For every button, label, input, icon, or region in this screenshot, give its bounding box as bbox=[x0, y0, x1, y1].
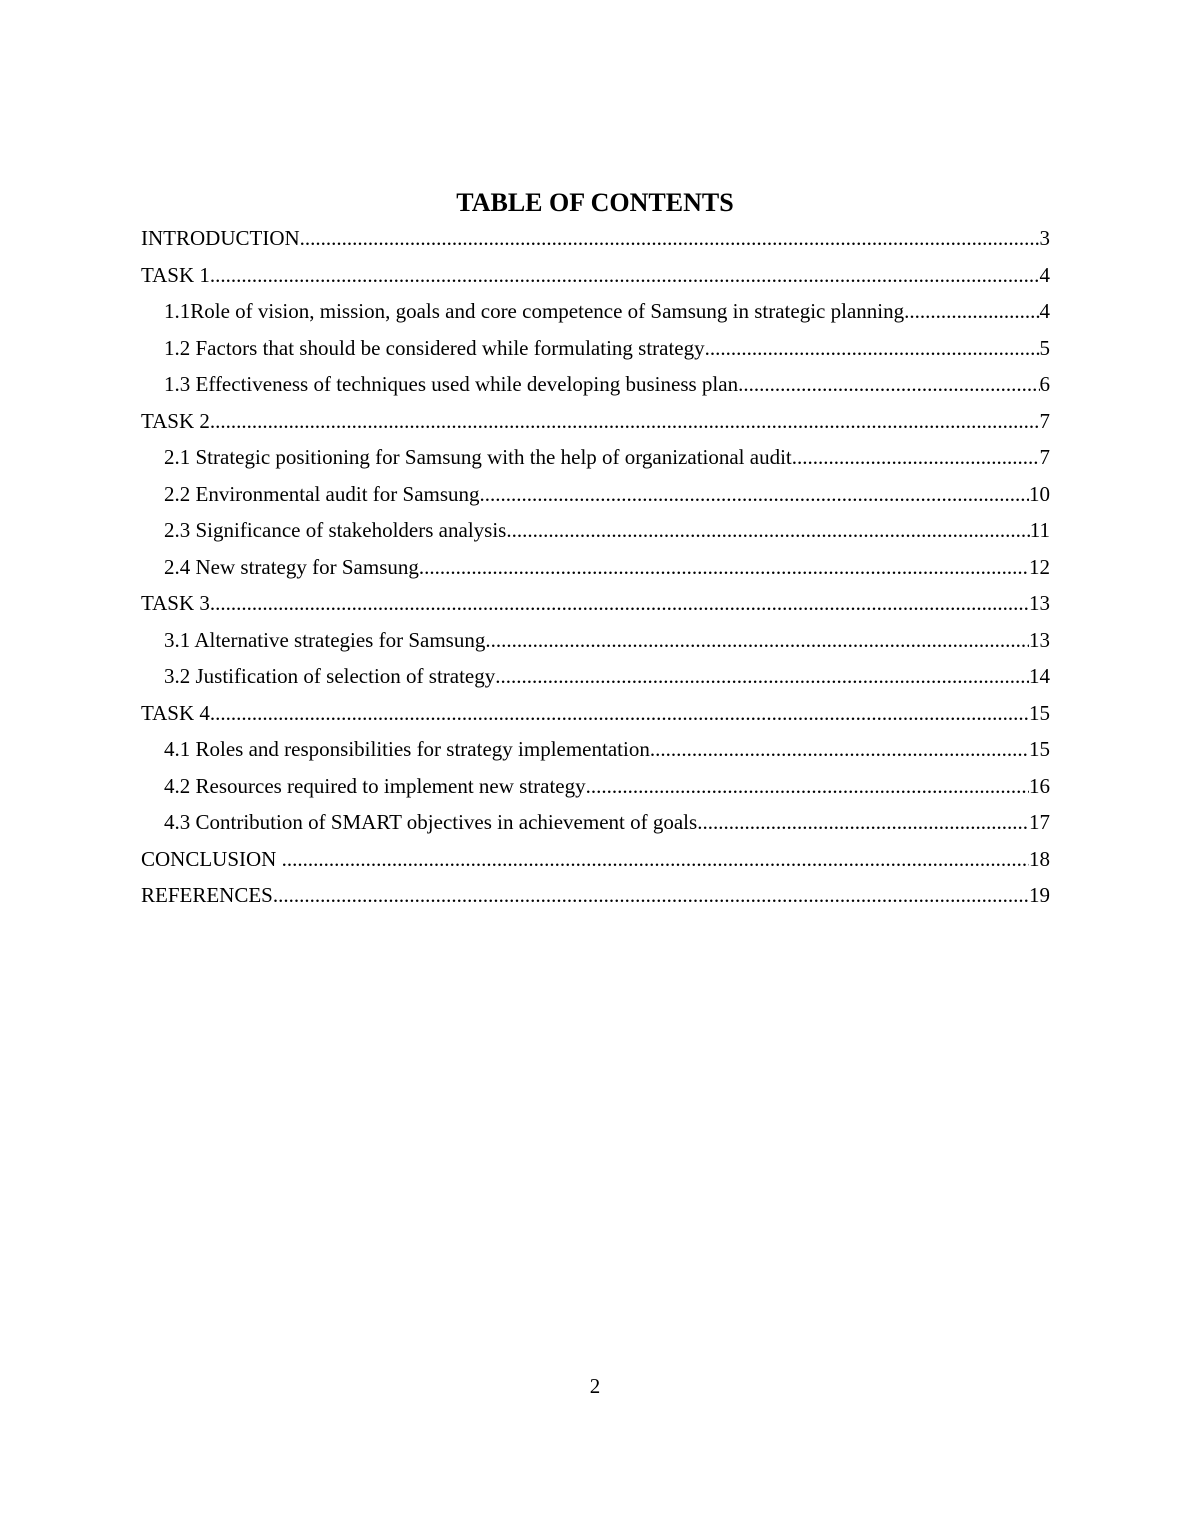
toc-entry[interactable] bbox=[141, 877, 1050, 914]
toc-leader-dots bbox=[705, 330, 1040, 367]
toc-entry[interactable] bbox=[141, 439, 1050, 476]
toc-entry[interactable] bbox=[141, 330, 1050, 367]
toc-leader-dots bbox=[697, 804, 1029, 841]
toc-entry-page: 13 bbox=[1029, 627, 1050, 652]
toc-entry-label: 3.2 Justification of selection of strategy bbox=[164, 664, 496, 688]
toc-entry-page: 7 bbox=[1039, 445, 1050, 469]
toc-entry-page: 14 bbox=[1029, 664, 1050, 688]
toc-leader-dots bbox=[485, 622, 1029, 659]
toc-leader-dots bbox=[495, 658, 1029, 695]
toc-leader-dots bbox=[586, 768, 1029, 805]
toc-entry-label: 4.2 Resources required to implement new strategy bbox=[164, 773, 586, 798]
toc-leader-dots bbox=[273, 877, 1029, 914]
toc-title: TABLE OF CONTENTS bbox=[456, 188, 734, 217]
toc-entry-page: 17 bbox=[1029, 810, 1050, 834]
toc-leader-dots bbox=[210, 403, 1040, 440]
toc-entry[interactable] bbox=[141, 731, 1050, 768]
toc-entry-label: TASK 2 bbox=[141, 408, 210, 433]
toc-list bbox=[141, 220, 1050, 914]
toc-entry-label: 2.3 Significance of stakeholders analysis bbox=[164, 518, 507, 542]
toc-entry[interactable] bbox=[141, 841, 1050, 878]
toc-leader-dots bbox=[904, 293, 1039, 330]
toc-leader-dots bbox=[419, 549, 1029, 586]
toc-entry[interactable] bbox=[141, 220, 1050, 257]
toc-entry-page: 10 bbox=[1029, 481, 1050, 506]
toc-entry-page: 12 bbox=[1029, 554, 1050, 579]
toc-entry[interactable] bbox=[141, 768, 1050, 805]
toc-entry-page: 3 bbox=[1039, 226, 1050, 250]
toc-leader-dots bbox=[210, 695, 1029, 732]
toc-leader-dots bbox=[282, 841, 1029, 878]
toc-leader-dots bbox=[210, 257, 1040, 294]
page-number: 2 bbox=[589, 1374, 601, 1398]
toc-entry-page: 15 bbox=[1029, 700, 1050, 725]
toc-entry-page: 5 bbox=[1039, 335, 1050, 360]
toc-entry-page: 11 bbox=[1029, 518, 1050, 542]
toc-entry[interactable] bbox=[141, 622, 1050, 659]
toc-entry-label: TASK 1 bbox=[141, 262, 210, 287]
toc-entry-page: 15 bbox=[1029, 737, 1050, 761]
toc-leader-dots bbox=[792, 439, 1040, 476]
toc-entry[interactable] bbox=[141, 585, 1050, 622]
toc-entry[interactable] bbox=[141, 293, 1050, 330]
toc-entry[interactable] bbox=[141, 366, 1050, 403]
toc-entry-label: TASK 4 bbox=[141, 700, 210, 725]
toc-entry-label: TASK 3 bbox=[141, 591, 210, 615]
toc-entry-label: 1.3 Effectiveness of techniques used while developing business plan bbox=[164, 372, 739, 396]
toc-entry-label: 2.4 New strategy for Samsung bbox=[164, 554, 419, 579]
toc-entry-label: CONCLUSION bbox=[141, 846, 282, 871]
toc-entry-page: 4 bbox=[1039, 299, 1050, 323]
toc-entry[interactable] bbox=[141, 804, 1050, 841]
toc-entry-label: REFERENCES bbox=[141, 883, 273, 907]
toc-entry-page: 16 bbox=[1029, 773, 1050, 798]
toc-entry-label: 1.2 Factors that should be considered while formulating strategy bbox=[164, 335, 705, 360]
toc-entry-label: 4.1 Roles and responsibilities for strategy implementation bbox=[164, 737, 650, 761]
toc-leader-dots bbox=[650, 731, 1029, 768]
toc-leader-dots bbox=[300, 220, 1040, 257]
toc-entry-label: INTRODUCTION bbox=[141, 226, 300, 250]
toc-leader-dots bbox=[738, 366, 1039, 403]
toc-entry-label: 2.1 Strategic positioning for Samsung with the help of organizational audit bbox=[164, 445, 792, 469]
toc-entry-page: 7 bbox=[1039, 408, 1050, 433]
toc-entry-page: 13 bbox=[1029, 591, 1050, 615]
toc-entry-label: 4.3 Contribution of SMART objectives in achievement of goals bbox=[164, 810, 698, 834]
toc-leader-dots bbox=[480, 476, 1029, 513]
toc-entry-page: 6 bbox=[1039, 372, 1050, 396]
toc-entry-page: 18 bbox=[1029, 846, 1050, 871]
toc-entry-label: 1.1Role of vision, mission, goals and core competence of Samsung in strategic planning bbox=[164, 299, 905, 323]
toc-entry[interactable] bbox=[141, 403, 1050, 440]
toc-entry[interactable] bbox=[141, 549, 1050, 586]
toc-entry[interactable] bbox=[141, 658, 1050, 695]
toc-entry[interactable] bbox=[141, 512, 1050, 549]
toc-entry-label: 2.2 Environmental audit for Samsung bbox=[164, 481, 480, 506]
toc-entry[interactable] bbox=[141, 476, 1050, 513]
toc-leader-dots bbox=[506, 512, 1029, 549]
toc-entry-page: 4 bbox=[1039, 262, 1050, 287]
toc-entry-label: 3.1 Alternative strategies for Samsung bbox=[164, 627, 486, 652]
toc-entry-page: 19 bbox=[1029, 883, 1050, 907]
toc-entry[interactable] bbox=[141, 257, 1050, 294]
toc-entry[interactable] bbox=[141, 695, 1050, 732]
toc-leader-dots bbox=[210, 585, 1029, 622]
